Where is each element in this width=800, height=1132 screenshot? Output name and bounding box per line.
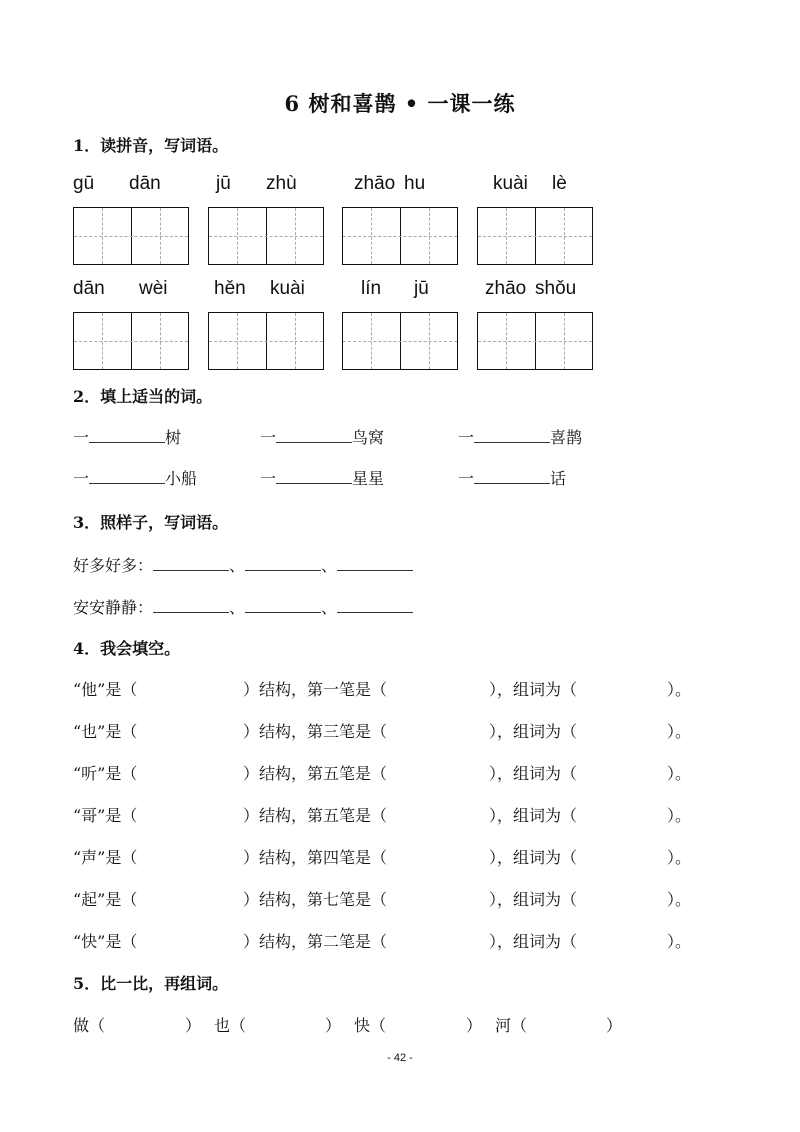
answer-blank[interactable] (474, 428, 550, 443)
q4-row-close: ）。 (667, 806, 692, 825)
pinyin: zhù (266, 173, 297, 194)
q5-open: 做（ (73, 1016, 106, 1035)
fill-word: 话 (550, 469, 567, 488)
writing-grid[interactable] (342, 312, 458, 370)
prefix: 一 (73, 428, 90, 447)
pinyin: shǒu (535, 278, 577, 299)
q4-row-end: ），组词为（ (489, 806, 578, 825)
example-row (73, 595, 413, 618)
q4-row-char: “也”是（ (73, 722, 138, 741)
writing-grid[interactable] (342, 207, 458, 265)
q4-row-char: “声”是（ (73, 848, 138, 867)
prefix: 一 (260, 469, 277, 488)
answer-blank[interactable] (153, 556, 229, 571)
q4-row-close: ）。 (667, 848, 692, 867)
q5-heading: 5．比一比，再组词。 (73, 974, 229, 993)
q4-row-stroke: ）结构，第五笔是（ (243, 764, 388, 783)
q5-close: ） (606, 1016, 623, 1035)
q4-row-char: “起”是（ (73, 890, 138, 909)
prefix: 一 (458, 469, 475, 488)
fill-word: 星星 (352, 469, 385, 488)
q4-row-stroke: ）结构，第三笔是（ (243, 722, 388, 741)
answer-blank[interactable] (245, 556, 321, 571)
pinyin: jū (216, 173, 231, 194)
separator: 、 (229, 556, 246, 575)
q4-row-char: “听”是（ (73, 764, 138, 783)
q4-row-end: ），组词为（ (489, 890, 578, 909)
q4-row-stroke: ）结构，第五笔是（ (243, 806, 388, 825)
fill-word: 喜鹊 (550, 428, 583, 447)
example-label: 好多好多： (73, 556, 154, 575)
q5-close: ） (325, 1016, 342, 1035)
q4-row-end: ），组词为（ (489, 680, 578, 699)
q5-open: 河（ (495, 1016, 528, 1035)
answer-blank[interactable] (276, 428, 352, 443)
fill-item (458, 466, 566, 489)
writing-grid[interactable] (73, 207, 189, 265)
pinyin: hěn (214, 278, 246, 299)
q4-row-stroke: ）结构，第四笔是（ (243, 848, 388, 867)
pinyin: lè (552, 173, 567, 194)
fill-item (73, 425, 181, 448)
q4-row-stroke: ）结构，第七笔是（ (243, 890, 388, 909)
q4-row-char: “哥”是（ (73, 806, 138, 825)
answer-blank[interactable] (276, 469, 352, 484)
answer-blank[interactable] (245, 598, 321, 613)
q5-open: 也（ (214, 1016, 247, 1035)
answer-blank[interactable] (153, 598, 229, 613)
fill-item (458, 425, 582, 448)
prefix: 一 (260, 428, 277, 447)
fill-word: 小船 (165, 469, 198, 488)
q4-row-close: ）。 (667, 764, 692, 783)
q4-row-end: ），组词为（ (489, 722, 578, 741)
fill-word: 鸟窝 (352, 428, 385, 447)
pinyin: kuài (270, 278, 305, 299)
writing-grid[interactable] (73, 312, 189, 370)
q4-heading: 4．我会填空。 (73, 639, 181, 658)
q4-row-end: ），组词为（ (489, 848, 578, 867)
separator: 、 (229, 598, 246, 617)
page-title: 6 树和喜鹊 • 一课一练 (284, 91, 516, 116)
separator: 、 (321, 556, 338, 575)
q4-row-stroke: ）结构，第一笔是（ (243, 680, 388, 699)
q5-close: ） (185, 1016, 202, 1035)
q5-close: ） (466, 1016, 483, 1035)
answer-blank[interactable] (89, 428, 165, 443)
example-row (73, 553, 413, 576)
prefix: 一 (458, 428, 475, 447)
q5-open: 快（ (354, 1016, 387, 1035)
writing-grid[interactable] (208, 312, 324, 370)
answer-blank[interactable] (89, 469, 165, 484)
q4-row-close: ）。 (667, 890, 692, 909)
prefix: 一 (73, 469, 90, 488)
q3-heading: 3．照样子，写词语。 (73, 513, 229, 532)
pinyin: zhāo (485, 278, 527, 299)
pinyin: dān (129, 173, 161, 194)
pinyin: gū (73, 173, 95, 194)
writing-grid[interactable] (477, 312, 593, 370)
pinyin: kuài (493, 173, 528, 194)
q4-row-char: “快”是（ (73, 932, 138, 951)
writing-grid[interactable] (477, 207, 593, 265)
q4-row-char: “他”是（ (73, 680, 138, 699)
answer-blank[interactable] (474, 469, 550, 484)
pinyin: lín (361, 278, 382, 299)
q4-row-close: ）。 (667, 722, 692, 741)
pinyin: hu (404, 173, 426, 194)
q4-row-end: ），组词为（ (489, 932, 578, 951)
q4-row-end: ），组词为（ (489, 764, 578, 783)
example-label: 安安静静： (73, 598, 154, 617)
fill-item (260, 466, 384, 489)
q4-row-close: ）。 (667, 680, 692, 699)
separator: 、 (321, 598, 338, 617)
pinyin: jū (414, 278, 429, 299)
pinyin: wèi (139, 278, 168, 299)
answer-blank[interactable] (337, 598, 413, 613)
q2-heading: 2．填上适当的词。 (73, 387, 213, 406)
q1-heading: 1．读拼音，写词语。 (73, 136, 229, 155)
pinyin: dān (73, 278, 105, 299)
q4-row-stroke: ）结构，第二笔是（ (243, 932, 388, 951)
pinyin: zhāo (354, 173, 396, 194)
fill-word: 树 (165, 428, 182, 447)
answer-blank[interactable] (337, 556, 413, 571)
fill-item (260, 425, 384, 448)
writing-grid[interactable] (208, 207, 324, 265)
fill-item (73, 466, 197, 489)
q4-row-close: ）。 (667, 932, 692, 951)
page-number: - 42 - (387, 1052, 413, 1064)
